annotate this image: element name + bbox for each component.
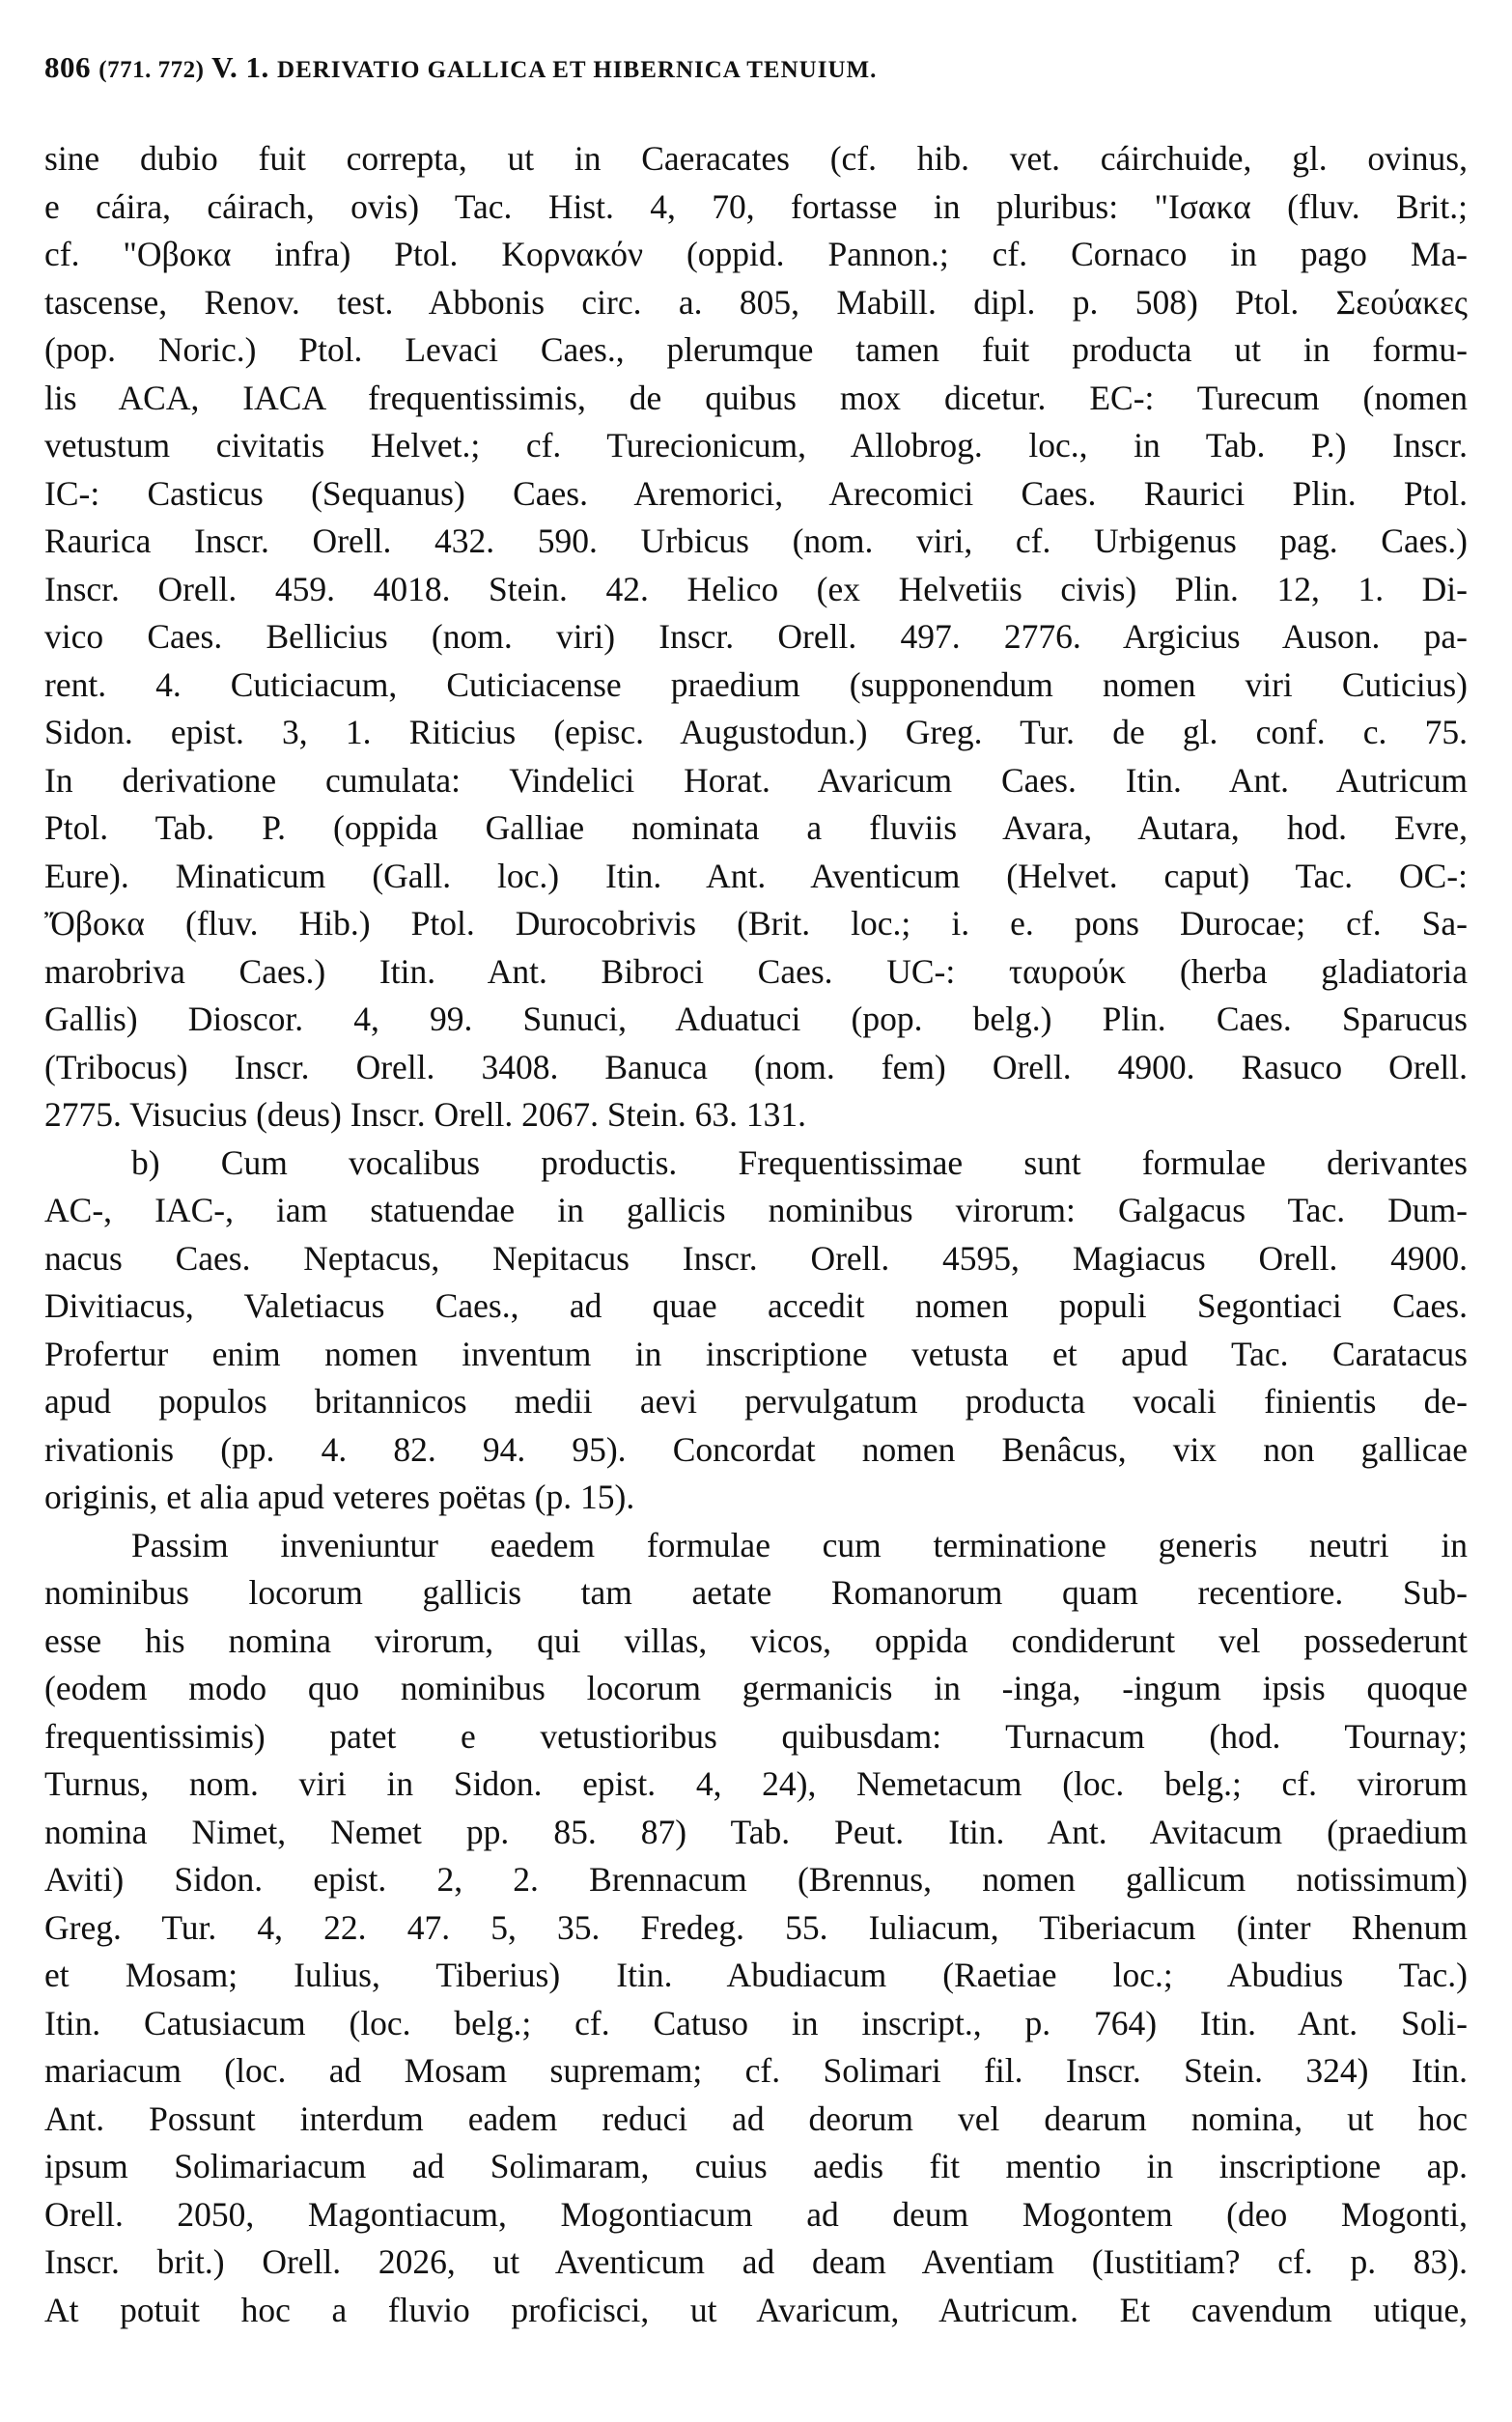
text-line: (pop. Noric.) Ptol. Levaci Caes., plerumque tamen fuit producta ut in formu- xyxy=(44,330,1468,369)
text-line: (Tribocus) Inscr. Orell. 3408. Banuca (nom. fem) Orell. 4900. Rasuco Orell. xyxy=(44,1047,1468,1086)
text-line: vico Caes. Bellicius (nom. viri) Inscr. Orell. 497. 2776. Argicius Auson. pa- xyxy=(44,617,1468,656)
text-line: Itin. Catusiacum (loc. belg.; cf. Catuso in inscript., p. 764) Itin. Ant. Soli- xyxy=(44,2003,1468,2042)
text-line: Divitiacus, Valetiacus Caes., ad quae accedit nomen populi Segontiaci Caes. xyxy=(44,1286,1468,1325)
text-line: b) Cum vocalibus productis. Frequentissimae sunt formulae derivantes xyxy=(131,1142,1468,1182)
text-line: Ant. Possunt interdum eadem reduci ad deorum vel dearum nomina, ut hoc xyxy=(44,2098,1468,2138)
text-line: Gallis) Dioscor. 4, 99. Sunuci, Aduatuci (pop. belg.) Plin. Caes. Sparucus xyxy=(44,1000,1468,1038)
text-line: Eure). Minaticum (Gall. loc.) Itin. Ant. Aventicum (Helvet. caput) Tac. OC-: xyxy=(44,856,1468,895)
text-line: marobriva Caes.) Itin. Ant. Bibroci Caes. UC-: ταυρούκ (herba gladiatoria xyxy=(44,951,1468,991)
text-line: e cáira, cáirach, ovis) Tac. Hist. 4, 70, fortasse in pluribus: "Ισακα (fluv. Brit.; xyxy=(44,186,1468,226)
text-line: cf. "Οβοκα infra) Ptol. Κορνακόν (oppid. Pannon.; cf. Cornaco in pago Ma- xyxy=(44,235,1468,273)
text-line: Ὄβοκα (fluv. Hib.) Ptol. Durocobrivis (Brit. loc.; i. e. pons Durocae; cf. Sa- xyxy=(44,904,1468,943)
body-text xyxy=(44,135,1468,2334)
text-line: IC-: Casticus (Sequanus) Caes. Aremorici, Arecomici Caes. Raurici Plin. Ptol. xyxy=(44,473,1468,513)
text-line: nomina Nimet, Nemet pp. 85. 87) Tab. Peut. Itin. Ant. Avitacum (praedium xyxy=(44,1812,1468,1851)
text-line: Sidon. epist. 3, 1. Riticius (episc. Augustodun.) Greg. Tur. de gl. conf. c. 75. xyxy=(44,713,1468,751)
text-line: At potuit hoc a fluvio proficisci, ut Avaricum, Autricum. Et cavendum utique, xyxy=(44,2290,1468,2329)
text-line: Profertur enim nomen inventum in inscriptione vetusta et apud Tac. Caratacus xyxy=(44,1334,1468,1373)
text-line: Ptol. Tab. P. (oppida Galliae nominata a fluviis Avara, Autara, hod. Evre, xyxy=(44,808,1468,847)
text-line: Inscr. Orell. 459. 4018. Stein. 42. Helico (ex Helvetiis civis) Plin. 12, 1. Di- xyxy=(44,569,1468,608)
text-line: tascense, Renov. test. Abbonis circ. a. 805, Mabill. dipl. p. 508) Ptol. Σεούακες xyxy=(44,282,1468,322)
text-line: vetustum civitatis Helvet.; cf. Turecionicum, Allobrog. loc., in Tab. P.) Inscr. xyxy=(44,426,1468,465)
text-line: esse his nomina virorum, qui villas, vicos, oppida condiderunt vel possederunt xyxy=(44,1620,1468,1660)
text-line: et Mosam; Iulius, Tiberius) Itin. Abudiacum (Raetiae loc.; Abudius Tac.) xyxy=(44,1956,1468,1994)
text-line: frequentissimis) patet e vetustioribus quibusdam: Turnacum (hod. Tournay; xyxy=(44,1716,1468,1756)
header-section: V. 1. xyxy=(211,50,269,84)
text-line: (eodem modo quo nominibus locorum germanicis in -inga, -ingum ipsis quoque xyxy=(44,1669,1468,1707)
text-line: AC-, IAC-, iam statuendae in gallicis nominibus virorum: Galgacus Tac. Dum- xyxy=(44,1191,1468,1229)
text-line: rivationis (pp. 4. 82. 94. 95). Concordat nomen Benâcus, vix non gallicae xyxy=(44,1429,1468,1469)
text-line: originis, et alia apud veteres poëtas (p. 15). xyxy=(44,1478,635,1516)
text-line: 2775. Visucius (deus) Inscr. Orell. 2067. Stein. 63. 131. xyxy=(44,1095,806,1134)
text-line: In derivatione cumulata: Vindelici Horat. Avaricum Caes. Itin. Ant. Autricum xyxy=(44,760,1468,800)
page-header xyxy=(44,50,1468,85)
header-title: DERIVATIO GALLICA ET HIBERNICA TENUIUM. xyxy=(277,57,878,83)
text-line: nominibus locorum gallicis tam aetate Romanorum quam recentiore. Sub- xyxy=(44,1573,1468,1612)
header-ref: (771. 772) xyxy=(98,57,205,83)
text-line: Aviti) Sidon. epist. 2, 2. Brennacum (Brennus, nomen gallicum notissimum) xyxy=(44,1860,1468,1899)
page-number: 806 xyxy=(44,50,91,84)
text-line: sine dubio fuit correpta, ut in Caeracates (cf. hib. vet. cáirchuide, gl. ovinus, xyxy=(44,139,1468,178)
text-line: rent. 4. Cuticiacum, Cuticiacense praedium (supponendum nomen viri Cuticius) xyxy=(44,664,1468,704)
text-line: Greg. Tur. 4, 22. 47. 5, 35. Fredeg. 55. Iuliacum, Tiberiacum (inter Rhenum xyxy=(44,1907,1468,1947)
text-line: ipsum Solimariacum ad Solimaram, cuius aedis fit mentio in inscriptione ap. xyxy=(44,2147,1468,2185)
text-line: lis ACA, IACA frequentissimis, de quibus mox dicetur. EC-: Turecum (nomen xyxy=(44,378,1468,417)
text-line: Orell. 2050, Magontiacum, Mogontiacum ad deum Mogontem (deo Mogonti, xyxy=(44,2194,1468,2234)
text-line: Passim inveniuntur eaedem formulae cum terminatione generis neutri in xyxy=(131,1525,1468,1564)
text-line: Turnus, nom. viri in Sidon. epist. 4, 24), Nemetacum (loc. belg.; cf. virorum xyxy=(44,1764,1468,1803)
text-line: mariacum (loc. ad Mosam supremam; cf. Solimari fil. Inscr. Stein. 324) Itin. xyxy=(44,2051,1468,2090)
text-line: Raurica Inscr. Orell. 432. 590. Urbicus (nom. viri, cf. Urbigenus pag. Caes.) xyxy=(44,521,1468,560)
text-line: nacus Caes. Neptacus, Nepitacus Inscr. Orell. 4595, Magiacus Orell. 4900. xyxy=(44,1238,1468,1278)
text-line: Inscr. brit.) Orell. 2026, ut Aventicum ad deam Aventiam (Iustitiam? cf. p. 83). xyxy=(44,2242,1468,2281)
text-line: apud populos britannicos medii aevi pervulgatum producta vocali finientis de- xyxy=(44,1382,1468,1421)
